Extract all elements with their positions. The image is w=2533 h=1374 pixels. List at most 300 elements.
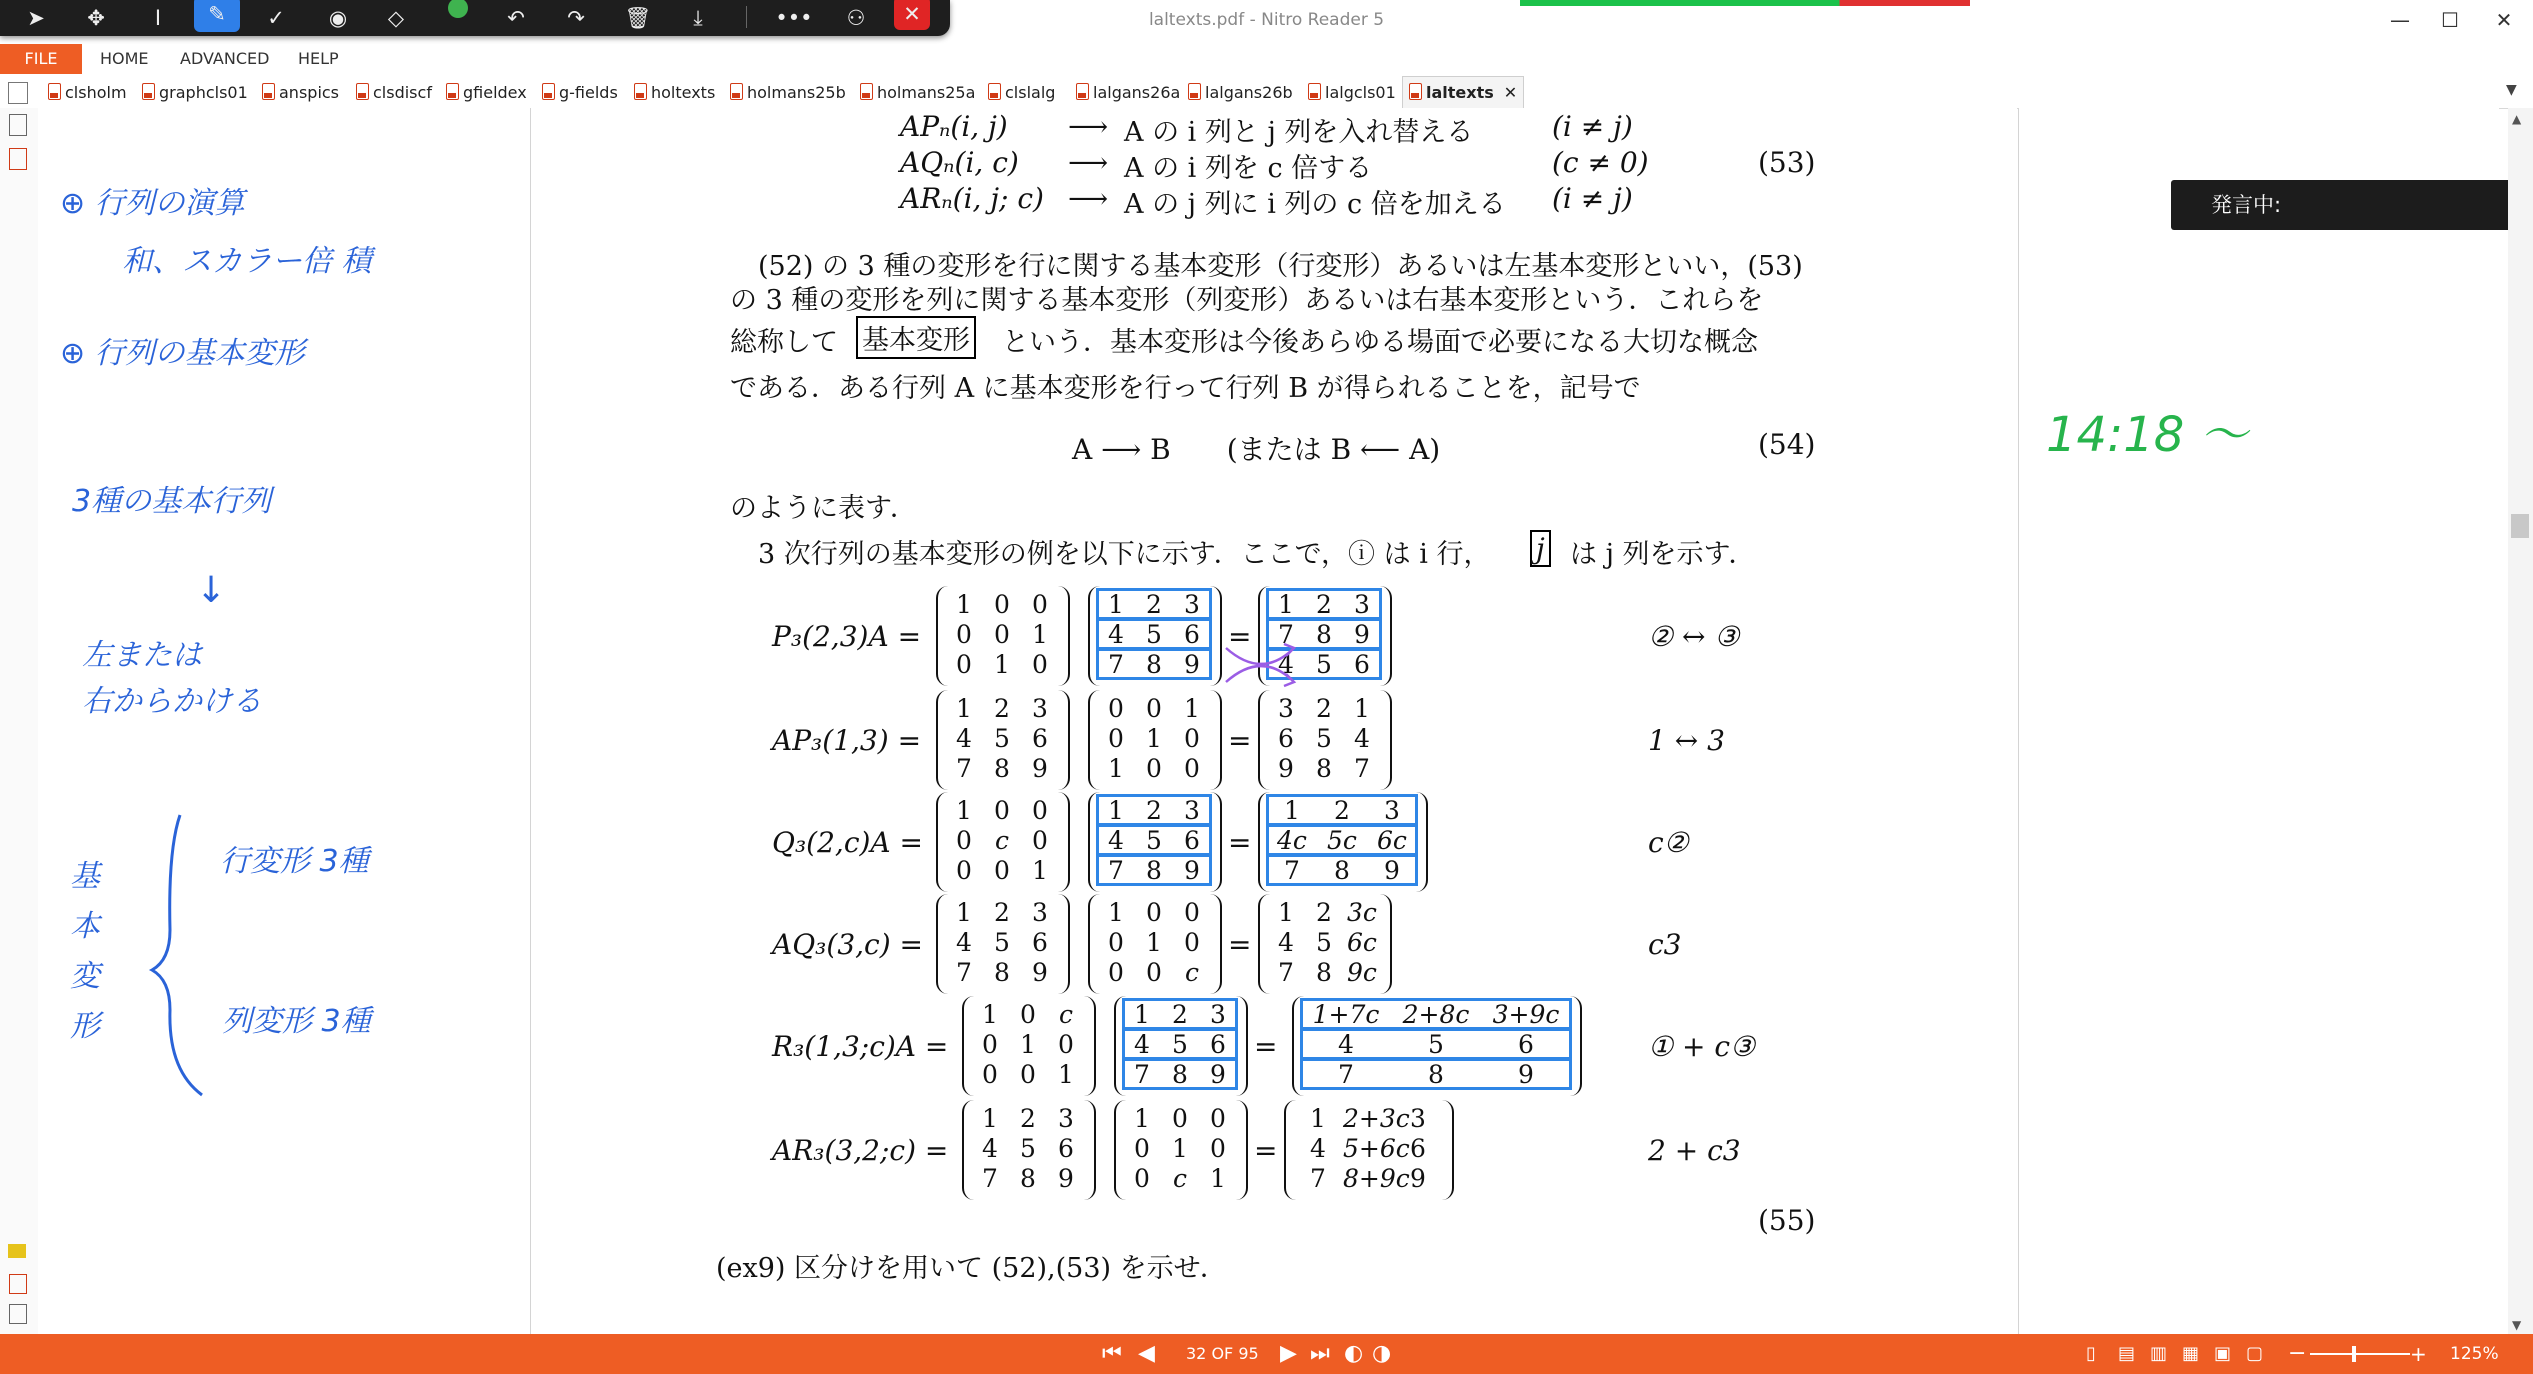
right-matrix-cell: 0 [1108,928,1124,957]
doc-tab-label: gfieldex [463,83,527,102]
right-matrix-row-highlight [1096,824,1212,856]
maximize-button[interactable]: ☐ [2441,8,2459,32]
vertical-scrollbar[interactable] [2508,108,2533,1334]
result-matrix-cell: 8 [1316,754,1332,783]
left-matrix-paren-right [1058,586,1070,686]
left-matrix-cell: 8 [1020,1164,1036,1193]
right-matrix-cell: 0 [1184,724,1200,753]
handwritten-note: 列変形 3種 [222,1004,371,1039]
result-matrix-cell: 5 [1316,928,1332,957]
left-matrix-cell: 9 [1032,958,1048,987]
result-matrix-cell: 8+9c [1343,1164,1410,1193]
eq53-arrow: ⟶ [1068,182,1109,215]
right-matrix-cell: 6 [1210,1030,1226,1059]
scrollbar-thumb[interactable] [2511,514,2529,538]
attachments-icon[interactable] [9,1274,27,1294]
left-matrix-cell: 0 [1020,1060,1036,1089]
left-matrix-cell: 7 [956,754,972,783]
right-matrix-cell: 0 [1210,1104,1226,1133]
example-lhs: AR₃(3,2;c) = [772,1134,949,1167]
close-tab-icon[interactable]: ✕ [1503,83,1518,102]
left-matrix-cell: 8 [994,958,1010,987]
left-matrix-cell: c [1058,1000,1073,1029]
tab-home[interactable]: HOME [100,49,149,68]
facing-icon[interactable]: ▥ [2150,1343,2168,1364]
doc-tab-label: g-fields [559,83,618,102]
left-matrix-cell: 4 [956,928,972,957]
right-matrix-cell: 7 [1108,650,1124,679]
equals-sign: = [1254,1030,1278,1063]
right-matrix-cell: 1 [1134,1104,1150,1133]
left-matrix-cell: 0 [956,826,972,855]
close-window-button[interactable]: ✕ [2495,8,2513,32]
eq53-lhs: APₙ(i, j) [900,110,1008,143]
result-matrix-row-highlight [1266,794,1418,826]
doc-tab-label: holtexts [651,83,716,102]
result-matrix-cell: 9 [1354,620,1370,649]
result-matrix-cell: 6 [1278,724,1294,753]
left-matrix-cell: 0 [994,856,1010,885]
doc-tab[interactable] [356,80,432,106]
result-matrix-cell: 1 [1278,898,1294,927]
close-icon[interactable]: ✕ [894,0,930,30]
pdf-file-icon [142,83,155,100]
doc-tab[interactable] [860,80,975,106]
equation-54: A ⟶ B (または B ⟵ A) [1072,433,1441,466]
result-matrix-cell: 9 [1518,1060,1534,1089]
result-matrix-cell: 8 [1316,620,1332,649]
layers-icon[interactable] [9,1304,27,1324]
right-matrix-cell: 6 [1184,826,1200,855]
doc-tab[interactable] [634,80,715,106]
left-tool-strip [0,108,39,1334]
stamp-icon[interactable]: ◉ [328,6,348,30]
download-icon[interactable]: ⤓ [693,6,703,30]
left-matrix-cell: 0 [956,620,972,649]
right-matrix-cell: 0 [1184,928,1200,957]
doc-tab-label: holmans25b [747,83,846,102]
left-matrix-cell: 9 [1032,754,1048,783]
result-matrix-cell: 9 [1410,1164,1426,1193]
transformation-note: 2 + c3 [1648,1134,1741,1167]
right-matrix-cell: 0 [1146,694,1162,723]
left-matrix-cell: 1 [1032,856,1048,885]
result-matrix-cell: 5c [1327,826,1357,855]
result-matrix-cell: 5+6c [1343,1134,1410,1163]
continuous-icon[interactable]: ▤ [2118,1343,2136,1364]
paragraph-line: という．基本変形は今後あらゆる場面で必要になる大切な概念 [1002,327,1758,358]
left-matrix-cell: 0 [982,1060,998,1089]
eq53-arrow: ⟶ [1068,110,1109,143]
right-matrix-cell: 9 [1210,1060,1226,1089]
right-matrix-cell: 0 [1146,898,1162,927]
handwritten-note: 左または [82,638,202,673]
pdf-file-icon [542,83,555,100]
result-matrix-cell: 1 [1284,796,1300,825]
right-matrix-cell: 1 [1108,590,1124,619]
left-matrix-cell: 6 [1058,1134,1074,1163]
result-matrix-cell: 6 [1518,1030,1534,1059]
move-icon[interactable]: ✥ [87,6,105,30]
result-matrix-row-highlight [1300,998,1572,1030]
left-matrix-cell: 3 [1032,694,1048,723]
tab-help[interactable]: HELP [298,49,339,68]
right-matrix-cell: 0 [1146,754,1162,783]
left-matrix-cell: 7 [982,1164,998,1193]
transformation-note: ② ↔ ③ [1648,620,1740,653]
right-matrix-cell: 1 [1146,928,1162,957]
result-matrix-cell: 6c [1347,928,1377,957]
right-matrix-paren-right [1236,1100,1248,1200]
right-matrix-row-highlight [1122,1058,1238,1090]
minimize-button[interactable]: — [2390,8,2410,32]
doc-tab[interactable] [1076,80,1180,106]
right-matrix-cell: 0 [1134,1164,1150,1193]
doc-tab-active[interactable] [1402,76,1524,109]
transformation-note: ① + c③ [1648,1030,1756,1063]
right-matrix-row-highlight [1122,1028,1238,1060]
bookmarks-icon[interactable] [9,148,27,170]
result-matrix-cell: 3c [1347,898,1377,927]
tab-advanced[interactable]: ADVANCED [180,49,270,68]
next-page-icon[interactable]: ▶ [1280,1341,1297,1366]
left-matrix-cell: 5 [1020,1134,1036,1163]
left-matrix-cell: 2 [994,694,1010,723]
left-matrix-cell: 1 [1020,1030,1036,1059]
handwritten-note: 右からかける [82,684,262,719]
right-matrix-cell: 1 [1172,1134,1188,1163]
left-matrix-paren-right [1058,894,1070,994]
right-matrix-cell: c [1184,958,1199,987]
right-matrix-cell: 1 [1134,1000,1150,1029]
result-matrix-cell: 8 [1428,1060,1444,1089]
result-matrix-cell: 2 [1316,694,1332,723]
tab-list-icon[interactable] [8,82,28,104]
handwritten-arrow: ↓ [196,570,227,611]
last-page-icon[interactable]: ⏭ [1310,1341,1330,1366]
more-icon[interactable]: ••• [775,6,813,30]
doc-tab-label: graphcls01 [159,83,248,102]
text-cursor-icon[interactable]: I [154,6,162,30]
left-matrix-cell: 1 [1032,620,1048,649]
doc-tab-label: lalgcls01 [1325,83,1396,102]
left-matrix-cell: 0 [1032,826,1048,855]
handwritten-note: 和、スカラー倍 積 [122,244,372,279]
doc-tab[interactable] [48,80,127,106]
right-matrix-paren-right [1210,690,1222,790]
pdf-file-icon [356,83,369,100]
doc-tab[interactable] [1188,80,1293,106]
result-matrix-cell: 2+3c [1343,1104,1410,1133]
doc-tab-label: clsdiscf [373,83,432,102]
boxed-symbol: j [1530,530,1551,567]
result-matrix-cell: 4 [1278,928,1294,957]
result-matrix-cell: 7 [1278,958,1294,987]
right-matrix-row-highlight [1096,794,1212,826]
zoom-level[interactable]: 125% [2450,1344,2499,1364]
doc-tab[interactable] [1308,80,1396,106]
equation-number: (54) [1758,428,1816,461]
doc-tab-label: clsholm [65,83,127,102]
right-matrix-cell: 4 [1108,620,1124,649]
doc-tab-label: lalgans26a [1093,83,1181,102]
pdf-file-icon [446,83,459,100]
equation-number: (55) [1758,1204,1816,1237]
transformation-note: 1 ↔ 3 [1648,724,1725,757]
right-matrix-row-highlight [1096,618,1212,650]
left-matrix-cell: 0 [1020,1000,1036,1029]
result-matrix-cell: 6 [1410,1134,1426,1163]
left-matrix-cell: 9 [1058,1164,1074,1193]
result-matrix-cell: 4 [1310,1134,1326,1163]
redo-icon[interactable]: ↷ [567,6,585,30]
result-matrix-cell: 2 [1316,590,1332,619]
example-lhs: Q₃(2,c)A = [772,826,924,859]
result-matrix-cell: 5 [1428,1030,1444,1059]
eq53-desc: A の j 列に i 列の c 倍を加える [1124,189,1506,220]
paragraph-line: は j 列を示す． [1570,539,1756,570]
right-matrix-cell: 9 [1184,650,1200,679]
left-matrix-cell: 1 [982,1104,998,1133]
left-matrix-cell: 8 [994,754,1010,783]
facing-continuous-icon[interactable]: ▦ [2182,1343,2200,1364]
result-matrix-row-highlight [1266,588,1382,620]
result-matrix-cell: 1 [1278,590,1294,619]
paragraph-line: (52) の 3 種の変形を行に関する基本変形（行変形）あるいは左基本変形といい，(53) [758,251,1803,282]
zoom-slider-thumb[interactable] [2352,1346,2356,1362]
right-matrix-cell: 2 [1146,590,1162,619]
result-matrix-cell: 1 [1354,694,1370,723]
trash-icon[interactable]: 🗑 [624,6,652,30]
example-lhs: AQ₃(3,c) = [772,928,924,961]
result-matrix-paren-right [1380,690,1392,790]
pdf-file-icon [1076,83,1089,100]
left-matrix-cell: 1 [956,898,972,927]
paragraph-line: 3 次行列の基本変形の例を以下に示す．ここで，ⓘ は i 行， [758,539,1491,570]
prev-page-icon[interactable]: ◀ [1138,1341,1155,1366]
undo-icon[interactable]: ↶ [507,6,525,30]
right-matrix-cell: 0 [1108,958,1124,987]
example-lhs: P₃(2,3)A = [772,620,922,653]
back-view-icon[interactable]: ◐ [1344,1341,1364,1366]
doc-tab[interactable] [262,80,339,106]
pdf-file-icon [634,83,647,100]
result-matrix-cell: 7 [1354,754,1370,783]
pen-icon[interactable]: ✎ [194,0,240,32]
select-arrow-icon[interactable]: ➤ [27,6,45,30]
example-lhs: R₃(1,3;c)A = [772,1030,949,1063]
left-matrix-cell: 1 [956,590,972,619]
fit-width-icon[interactable]: ▣ [2214,1343,2232,1364]
right-matrix-cell: 0 [1134,1134,1150,1163]
right-matrix-cell: 0 [1210,1134,1226,1163]
file-menu-tab[interactable]: FILE [0,44,82,74]
right-matrix-cell: c [1172,1164,1187,1193]
right-matrix-cell: 9 [1184,856,1200,885]
left-matrix-cell: 6 [1032,928,1048,957]
left-matrix-cell: 0 [956,650,972,679]
paragraph-line: 総称して [730,327,838,358]
result-matrix-row-highlight [1266,854,1418,886]
forward-view-icon[interactable]: ◑ [1372,1341,1392,1366]
pen-color-swatch[interactable] [448,0,468,18]
right-matrix-row-highlight [1096,854,1212,886]
result-matrix-cell: 4c [1277,826,1307,855]
result-matrix-cell: 4 [1278,650,1294,679]
result-matrix-cell: 7 [1310,1164,1326,1193]
right-matrix-cell: 2 [1146,796,1162,825]
doc-tab-label: clslalg [1005,83,1056,102]
result-matrix-cell: 3 [1278,694,1294,723]
eq53-lhs: AQₙ(i, c) [900,146,1019,179]
result-matrix-cell: 6c [1377,826,1407,855]
result-matrix-row-highlight [1300,1058,1572,1090]
meeting-indicator-bar [1520,0,1970,6]
right-matrix-cell: 5 [1146,620,1162,649]
eraser-icon[interactable]: ◇ [387,6,405,30]
left-matrix-cell: 7 [956,958,972,987]
right-matrix-cell: 7 [1134,1060,1150,1089]
right-matrix-cell: 8 [1146,856,1162,885]
result-matrix-cell: 9 [1384,856,1400,885]
doc-tab[interactable] [730,80,846,106]
scroll-up-icon[interactable]: ▲ [2512,112,2522,126]
right-matrix-cell: 1 [1146,724,1162,753]
fit-page-icon[interactable]: ▢ [2246,1343,2264,1364]
doc-tab[interactable] [542,80,618,106]
transformation-note: c② [1648,826,1689,859]
doc-tab-label: lalgans26b [1205,83,1293,102]
right-notes-panel [2018,108,2499,1334]
doc-tab[interactable] [988,80,1055,106]
handwritten-time-note: 14:18 〜 [2046,407,2248,463]
left-matrix-cell: 0 [994,620,1010,649]
pdf-file-icon [48,83,61,100]
result-matrix-cell: 1 [1310,1104,1326,1133]
right-matrix-cell: 0 [1184,754,1200,783]
result-matrix-paren-right [1380,894,1392,994]
right-matrix-cell: 6 [1184,620,1200,649]
result-matrix-cell: 9c [1347,958,1377,987]
pages-icon[interactable] [9,114,27,136]
user-settings-icon[interactable]: ⚇ [846,6,866,30]
page-indicator[interactable]: 32 OF 95 [1186,1344,1259,1363]
right-matrix-cell: 4 [1108,826,1124,855]
result-matrix-cell: 3 [1410,1104,1426,1133]
doc-tab[interactable] [142,80,248,106]
comments-icon[interactable] [8,1244,26,1258]
equals-sign: = [1228,928,1252,961]
left-matrix-cell: 6 [1032,724,1048,753]
left-matrix-cell: 0 [1032,796,1048,825]
right-matrix-cell: 1 [1108,898,1124,927]
paragraph-line: の 3 種の変形を列に関する基本変形（列変形）あるいは右基本変形という．これらを [730,285,1764,316]
left-matrix-cell: 2 [994,898,1010,927]
transformation-note: c3 [1648,928,1682,961]
right-matrix-row-highlight [1122,998,1238,1030]
scroll-down-icon[interactable]: ▼ [2512,1318,2522,1332]
result-matrix-cell: 3+9c [1492,1000,1560,1029]
eq53-cond: (c ≠ 0) [1552,146,1649,179]
result-matrix-cell: 7 [1284,856,1300,885]
right-matrix-paren-right [1210,894,1222,994]
right-matrix-cell: 3 [1184,590,1200,619]
first-page-icon[interactable]: ⏮ [1102,1341,1122,1366]
pdf-file-icon [1188,83,1201,100]
left-matrix-cell: 4 [982,1134,998,1163]
zoom-in-icon[interactable]: + [2410,1342,2427,1366]
doc-tab-label: anspics [279,83,340,102]
doc-tab-label: holmans25a [877,83,976,102]
handwritten-note: 基本変形 [70,859,100,1044]
result-matrix-cell: 7 [1278,620,1294,649]
pdf-file-icon [1409,83,1422,100]
left-notes-panel [38,108,531,1334]
right-matrix-cell: 5 [1146,826,1162,855]
result-matrix-cell: 6 [1354,650,1370,679]
result-matrix-cell: 7 [1338,1060,1354,1089]
right-matrix-cell: 3 [1184,796,1200,825]
handwritten-note: 行変形 3種 [220,844,369,879]
right-matrix-cell: 1 [1108,796,1124,825]
left-matrix-cell: c [994,826,1009,855]
zoom-out-icon[interactable]: − [2288,1341,2307,1366]
pdf-file-icon [730,83,743,100]
left-matrix-paren-right [1058,690,1070,790]
annotation-toolbar [0,0,950,36]
left-matrix-cell: 0 [994,796,1010,825]
equals-sign: = [1228,724,1252,757]
right-matrix-cell: 0 [1108,724,1124,753]
right-matrix-row-highlight [1096,648,1212,680]
pdf-file-icon [1308,83,1321,100]
right-matrix-cell: 1 [1210,1164,1226,1193]
right-matrix-cell: 0 [1146,958,1162,987]
example-lhs: AP₃(1,3) = [772,724,922,757]
doc-tab[interactable] [446,80,527,106]
handwritten-note: 3種の基本行列 [72,484,272,519]
handwritten-brace [140,810,210,1100]
right-matrix-cell: 0 [1172,1104,1188,1133]
left-matrix-paren-right [1084,1100,1096,1200]
tab-overflow-icon[interactable]: ▼ [2506,82,2517,98]
pdf-file-icon [860,83,873,100]
right-matrix-cell: 3 [1210,1000,1226,1029]
equation-number: (53) [1758,146,1816,179]
left-matrix-cell: 1 [982,1000,998,1029]
left-matrix-cell: 1 [956,796,972,825]
left-matrix-cell: 0 [1032,650,1048,679]
left-matrix-paren-right [1058,792,1070,892]
left-matrix-cell: 1 [956,694,972,723]
eq53-cond: (i ≠ j) [1552,182,1633,215]
right-matrix-cell: 1 [1108,754,1124,783]
equals-sign: = [1228,826,1252,859]
check-icon[interactable]: ✓ [267,6,285,30]
left-matrix-cell: 4 [956,724,972,753]
left-matrix-cell: 0 [956,856,972,885]
single-page-icon[interactable]: ▯ [2086,1343,2096,1364]
toolbar-divider [746,6,747,28]
right-matrix-cell: 8 [1146,650,1162,679]
result-matrix-cell: 9 [1278,754,1294,783]
zoom-slider[interactable] [2310,1353,2410,1355]
right-matrix-cell: 1 [1184,694,1200,723]
result-matrix-paren-right [1442,1100,1454,1200]
doc-tab-label: laltexts [1426,83,1494,102]
right-matrix-row-highlight [1096,588,1212,620]
result-matrix-cell: 2+8c [1402,1000,1470,1029]
